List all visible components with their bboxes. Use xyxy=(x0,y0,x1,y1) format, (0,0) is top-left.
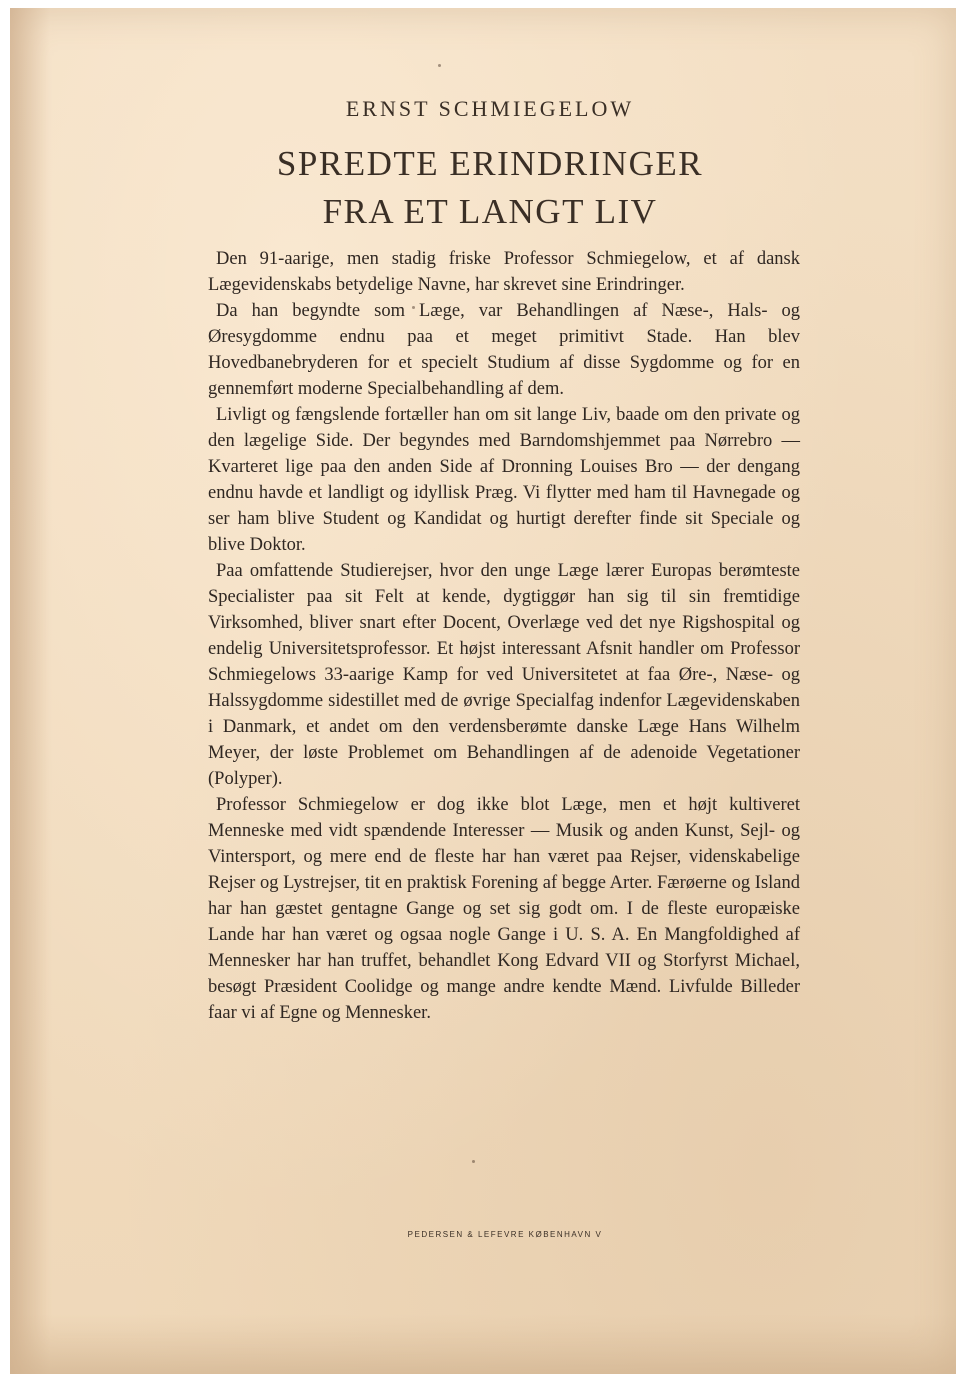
blurb-text xyxy=(208,246,800,1026)
blurb-paragraph-4: Paa omfattende Studierejser, hvor den unge Læge lærer Europas berømteste Specialister paa sit Felt at kende, dygtiggør han sig til sin fremtidige Virksomhed, bliver snart efter Docent, Overlæge ved det nye Rigshospital og endelig Universitetsprofessor. Et højst interessant Afsnit handler om Professor Schmiegelows 33-aarige Kamp for ved Universitetet at faa Øre-, Næse- og Halssygdomme sidestillet med de øvrige Specialfag indenfor Lægevidenskaben i Danmark, et andet om den verdensberømte danske Læge Hans Wilhelm Meyer, der løste Problemet om Behandlingen af de adenoide Vegetationer (Polyper). xyxy=(208,561,800,789)
blurb-paragraph-3: Livligt og fængslende fortæller han om sit lange Liv, baade om den private og den lægelige Side. Der begyndes med Barndomshjemmet paa Nørrebro — Kvarteret lige paa den anden Side af Dronning Louises Bro — der dengang endnu havde et landligt og idyllisk Præg. Vi flytter med ham til Havnegade og ser ham blive Student og Kandidat og hurtigt derefter finde sit Speciale og blive Doktor. xyxy=(208,405,800,555)
title-line-1: SPREDTE ERINDRINGER xyxy=(276,144,704,183)
blurb-paragraph-5: Professor Schmiegelow er dog ikke blot Læge, men et højt kultiveret Menneske med vidt spændende Interesser — Musik og anden Kunst, Sejl- og Vintersport, og mere end de fleste har han været paa Rejser, videnskabelige Rejser og Lystrejser, tit en praktisk Forening af begge Arter. Færøerne og Island har han gæstet gentagne Gange og set sig godt om. I de fleste europæiske Lande har han været og ogsaa nogle Gange i U. S. A. En Mangfoldighed af Mennesker har han truffet, behandlet Kong Edvard VII og Storfyrst Michael, besøgt Præsident Coolidge og mange andre kendte Mænd. Livfulde Billeder faar vi af Egne og Mennesker. xyxy=(208,795,800,1023)
bottom-edge-shading xyxy=(10,1314,956,1374)
paper-speck xyxy=(472,1160,475,1163)
paper-speck xyxy=(438,64,441,67)
blurb-paragraph-2: Da han begyndte som Læge, var Behandlingen af Næse-, Hals- og Øresygdomme endnu paa et meget primitivt Stade. Han blev Hovedbanebryderen for et specielt Studium af disse Sygdomme og for en gennemført moderne Specialbehandling af dem. xyxy=(208,301,800,399)
book-title xyxy=(0,140,960,236)
title-line-2: FRA ET LANGT LIV xyxy=(322,192,658,231)
printer-imprint: PEDERSEN & LEFEVRE KØBENHAVN V xyxy=(407,1230,603,1239)
blurb-paragraph-1: Den 91-aarige, men stadig friske Professor Schmiegelow, et af dansk Lægevidenskabs betydelige Navne, har skrevet sine Erindringer. xyxy=(208,249,800,295)
author-name: ERNST SCHMIEGELOW xyxy=(345,96,635,121)
